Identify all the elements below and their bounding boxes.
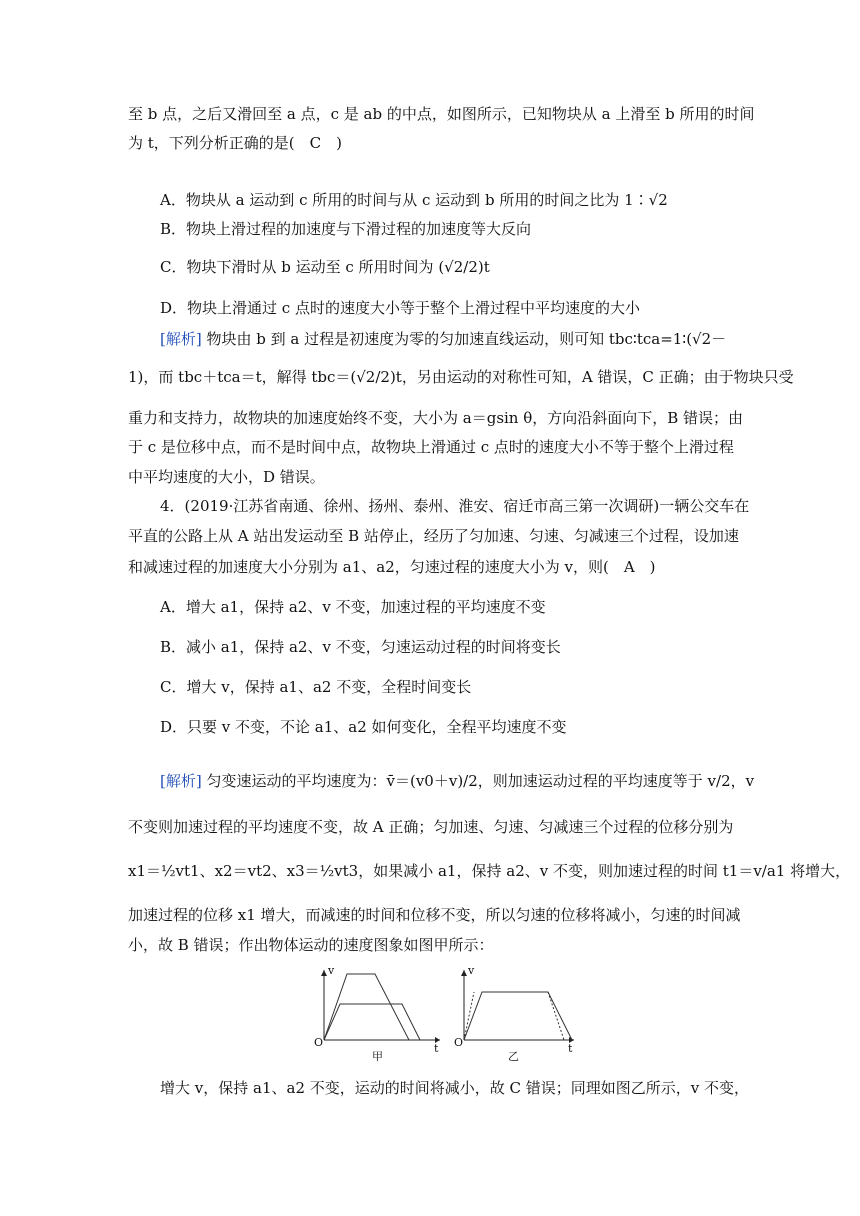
caption-jia: 甲 bbox=[372, 1050, 383, 1063]
option-d: D．只要 v 不变，不论 a1、a2 如何变化，全程平均速度不变 bbox=[160, 718, 567, 736]
text-line: 为 t，下列分析正确的是( C ) bbox=[128, 134, 342, 152]
option-c: C．物块下滑时从 b 运动至 c 所用时间为 (√2/2)t bbox=[160, 258, 490, 276]
graph-jia bbox=[321, 970, 440, 1043]
option-c: C．增大 v，保持 a1、a2 不变，全程时间变长 bbox=[160, 678, 472, 696]
graph-yi bbox=[461, 970, 574, 1043]
analysis-tag: [解析] bbox=[160, 772, 202, 790]
text-line: 至 b 点，之后又滑回至 a 点，c 是 ab 的中点，如图所示，已知物块从 a 上滑至 b 所用的时间 bbox=[128, 105, 755, 123]
vt-graphs bbox=[312, 964, 592, 1064]
text-line: 不变则加速过程的平均速度不变，故 A 正确；匀加速、匀速、匀减速三个过程的位移分别为 bbox=[128, 818, 734, 836]
text-line: 加速过程的位移 x1 增大，而减速的时间和位移不变，所以匀速的位移将减小，匀速的时间减 bbox=[128, 906, 741, 924]
option-a: A．增大 a1，保持 a2、v 不变，加速过程的平均速度不变 bbox=[160, 598, 546, 616]
option-b: B．物块上滑过程的加速度与下滑过程的加速度等大反向 bbox=[160, 220, 532, 238]
text-line: 1)，而 tbc＋tca＝t，解得 tbc＝(√2/2)t，另由运动的对称性可知，A 错误，C 正确；由于物块只受 bbox=[128, 368, 794, 386]
axis-label-t: t bbox=[434, 1042, 439, 1055]
text-line: 平直的公路上从 A 站出发运动至 B 站停止，经历了匀加速、匀速、匀减速三个过程，设加速 bbox=[128, 527, 739, 545]
analysis-text: 物块由 b 到 a 过程是初速度为零的匀加速直线运动，则可知 tbc∶tca=1∶(√2－ bbox=[206, 330, 727, 348]
analysis-line bbox=[160, 332, 726, 347]
text-line: 重力和支持力，故物块的加速度始终不变，大小为 a＝gsin θ，方向沿斜面向下，B 错误；由 bbox=[128, 409, 744, 427]
option-d: D．物块上滑通过 c 点时的速度大小等于整个上滑过程中平均速度的大小 bbox=[160, 299, 640, 317]
analysis-tag: [解析] bbox=[160, 330, 202, 348]
text-line: 于 c 是位移中点，而不是时间中点，故物块上滑通过 c 点时的速度大小不等于整个上滑过程 bbox=[128, 438, 734, 456]
velocity-time-figure bbox=[312, 964, 592, 1068]
text-line: 增大 v，保持 a1、a2 不变，运动的时间将减小，故 C 错误；同理如图乙所示，v 不变， bbox=[160, 1079, 750, 1097]
question-4: 4．(2019·江苏省南通、徐州、扬州、泰州、淮安、宿迁市高三第一次调研)一辆公交车在 bbox=[160, 497, 750, 515]
analysis-line bbox=[160, 774, 754, 789]
text-line: x1＝½vt1、x2＝vt2、x3＝½vt3，如果减小 a1，保持 a2、v 不变，则加速过程的时间 t1＝v/a1 将增大， bbox=[128, 862, 851, 880]
analysis-text: 匀变速运动的平均速度为：v̄＝(v0＋v)/2，则加速运动过程的平均速度等于 v/2，v bbox=[206, 772, 755, 790]
origin-label: O bbox=[314, 1036, 324, 1049]
origin-label: O bbox=[454, 1036, 464, 1049]
axis-label-v: v bbox=[468, 964, 475, 977]
text-line: 和减速过程的加速度大小分别为 a1、a2，匀速过程的速度大小为 v，则( A ) bbox=[128, 558, 656, 576]
axis-label-t: t bbox=[568, 1042, 573, 1055]
option-b: B．减小 a1，保持 a2、v 不变，匀速运动过程的时间将变长 bbox=[160, 638, 561, 656]
option-a: A．物块从 a 运动到 c 所用的时间与从 c 运动到 b 所用的时间之比为 1∶√2 bbox=[160, 191, 668, 209]
caption-yi: 乙 bbox=[508, 1050, 519, 1063]
axis-label-v: v bbox=[328, 964, 335, 977]
text-line: 中平均速度的大小，D 错误。 bbox=[128, 468, 325, 486]
text-line: 小，故 B 错误；作出物体运动的速度图象如图甲所示： bbox=[128, 936, 494, 954]
